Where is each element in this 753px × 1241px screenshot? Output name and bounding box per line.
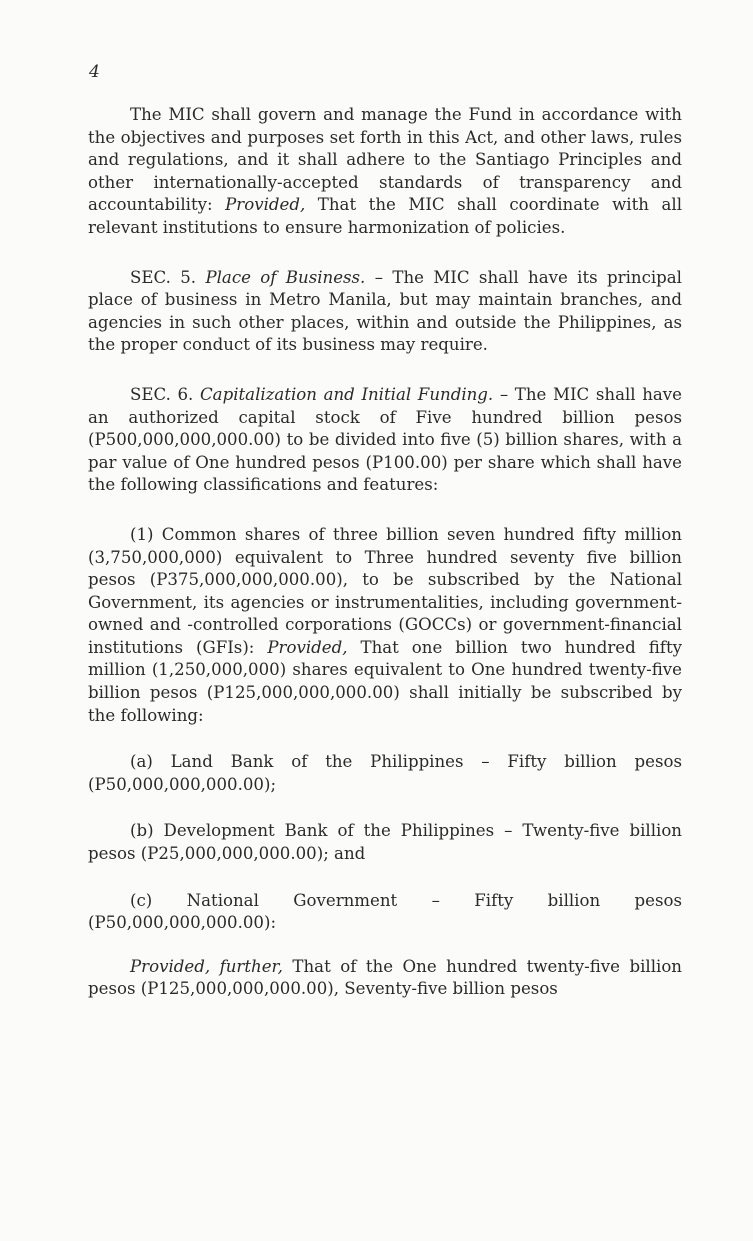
item-b-development-bank: (b) Development Bank of the Philippines – Twenty-five billion pesos (P25,000,000,000.00); and: [88, 821, 682, 864]
section-5-title: Place of Business.: [205, 267, 366, 287]
item-c-national-government: (c) National Government – Fifty billion pesos (P50,000,000,000.00):: [88, 890, 682, 933]
paragraph-provided-further: Provided, further, That of the One hundred twenty-five billion pesos (P125,000,000,000.00), Seventy-five billion pesos: [88, 956, 682, 999]
item-1-common-shares: (1) Common shares of three billion seven hundred fifty million (3,750,000,000) equivalent to Three hundred seventy five billion pesos (P375,000,000,000.00), to be subscribed by the National Government, its agencies or instrumentalities, including government-owned and -controlled corporations (GOCCs) or government-financial institutions (GFIs): Provided, That one billion two hundred fifty million (1,250,000,000) shares equivalent to One hundred twenty-five billion pesos (P125,000,000,000.00) shall initially be subscribed by the following:: [88, 524, 682, 725]
page-number: 4: [89, 62, 100, 82]
section-6-title: Capitalization and Initial Funding.: [199, 384, 494, 404]
item-a-land-bank: (a) Land Bank of the Philippines – Fifty billion pesos (P50,000,000,000.00);: [88, 752, 682, 794]
section-5-place-of-business: SEC. 5. Place of Business. – The MIC shall have its principal place of business in Metro Manila, but may maintain branches, and agencies in such other places, within and outside the Philippines, as the proper conduct of its business may require.: [88, 267, 682, 355]
document-body: [88, 104, 682, 1001]
section-6-capitalization: SEC. 6. Capitalization and Initial Funding. – The MIC shall have an authorized capital stock of Five hundred billion pesos (P500,000,000,000.00) to be divided into five (5) billion shares, with a par value of One hundred pesos (P100.00) per share which shall have the following classifications and features:: [88, 384, 683, 495]
paragraph-mic-governance: The MIC shall govern and manage the Fund in accordance with the objectives and purposes set forth in this Act, and other laws, rules and regulations, and it shall adhere to the Santiago Principles and other internationally-accepted standards of transparency and accountability: Provided, That the MIC shall coordinate with all relevant institutions to ensure harmonization of policies.: [88, 105, 683, 237]
